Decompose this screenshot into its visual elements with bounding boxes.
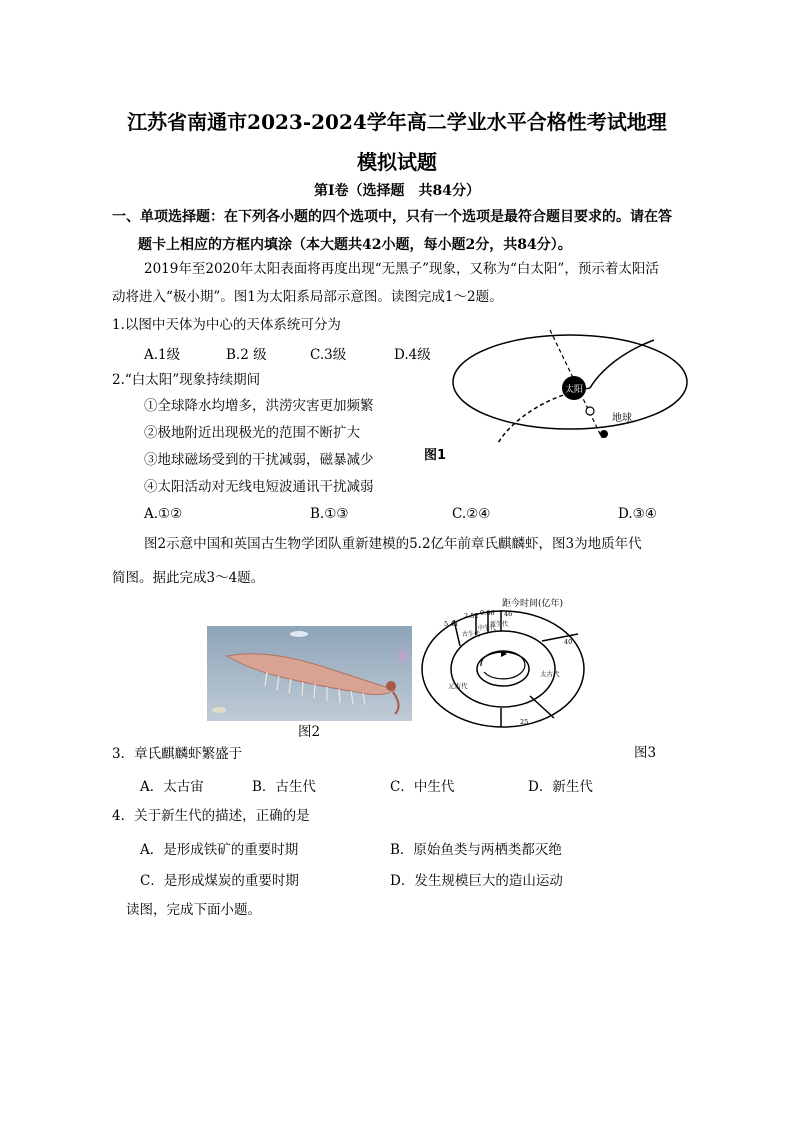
q1-option-d[interactable]: D.4级 — [394, 347, 431, 363]
tick-5-41: 5.41 — [444, 620, 459, 628]
intro2-line1: 图2示意中国和英国古生物学团队重新建模的5.2亿年前章氏麒麟虾，图3为地质年代 — [144, 536, 642, 552]
earth-icon — [600, 430, 608, 438]
q3-option-b[interactable]: B．古生代 — [252, 779, 316, 795]
tick-40: 40 — [564, 638, 573, 646]
q2-item-3: ③地球磁场受到的干扰减弱，磁暴减少 — [144, 452, 374, 468]
q2-item-4: ④太阳活动对无线电短波通讯干扰减弱 — [144, 479, 374, 495]
q1-stem: 1.以图中天体为中心的天体系统可分为 — [112, 317, 341, 333]
q3-stem: 3．章氏麒麟虾繁盛于 — [112, 746, 243, 762]
era-paleozoic: 古生代 — [462, 631, 481, 638]
section1-heading-line2: 题卡上相应的方框内填涂（本大题共42小题，每小题2分，共84分）。 — [138, 237, 572, 253]
section1-heading-line1: 一、单项选择题：在下列各小题的四个选项中，只有一个选项是最符合题目要求的。请在答 — [112, 209, 672, 225]
tick-2-52: 2.52 — [464, 612, 479, 620]
figure-3-header: 距今时间(亿年) — [502, 599, 564, 609]
q2-option-a[interactable]: A.①② — [144, 506, 183, 522]
earth-label: 地球 — [612, 413, 632, 424]
figure-3-geologic-ring — [418, 606, 588, 732]
q3-option-d[interactable]: D．新生代 — [528, 779, 593, 795]
q4-option-b[interactable]: B．原始鱼类与两栖类都灭绝 — [390, 842, 562, 858]
q3-option-c[interactable]: C．中生代 — [390, 779, 455, 795]
q2-option-d[interactable]: D.③④ — [618, 506, 657, 522]
closing-instruction: 读图，完成下面小题。 — [126, 902, 261, 918]
doc-title-line1: 江苏省南通市2023-2024学年高二学业水平合格性考试地理 — [127, 110, 667, 134]
figure-1-label: 图1 — [424, 448, 447, 463]
q4-option-d[interactable]: D．发生规模巨大的造山运动 — [390, 873, 563, 889]
q2-item-2: ②极地附近出现极光的范围不断扩大 — [144, 425, 360, 441]
figure-2-label: 图2 — [298, 724, 321, 740]
era-archean: 太古代 — [540, 670, 560, 678]
q2-option-c[interactable]: C.②④ — [452, 506, 491, 522]
tick-25: 25 — [520, 718, 529, 726]
q4-option-c[interactable]: C．是形成煤炭的重要时期 — [140, 873, 299, 889]
q1-option-a[interactable]: A.1级 — [144, 347, 181, 363]
q4-stem: 4．关于新生代的描述，正确的是 — [112, 808, 310, 824]
era-mesozoic: 中生代 — [478, 625, 497, 632]
tick-46: 46 — [504, 610, 513, 618]
doc-title-line2: 模拟试题 — [357, 150, 437, 174]
q3-option-a[interactable]: A．太古宙 — [140, 779, 204, 795]
era-proterozoic: 元古代 — [448, 682, 468, 690]
figure-3-label: 图3 — [634, 745, 657, 761]
intro1-line1: 2019年至2020年太阳表面将再度出现“无黑子”现象，又称为“白太阳”，预示着太阳活 — [144, 261, 659, 277]
sun-label: 太阳 — [564, 385, 584, 395]
era-cenozoic: 新生代 — [490, 621, 509, 628]
q1-option-b[interactable]: B.2 级 — [226, 347, 267, 363]
q1-option-c[interactable]: C.3级 — [310, 347, 347, 363]
q4-option-a[interactable]: A．是形成铁矿的重要时期 — [140, 842, 299, 858]
figure-1-solar-system — [440, 318, 710, 458]
tick-0-66: 0.66 — [480, 609, 495, 617]
intro1-line2: 动将进入“极小期”。图1为太阳系局部示意图。读图完成1～2题。 — [112, 289, 503, 305]
figure-2-image — [207, 626, 412, 721]
q2-option-b[interactable]: B.①③ — [310, 506, 349, 522]
q2-stem: 2.“白太阳”现象持续期间 — [112, 372, 261, 388]
intro2-line2: 简图。据此完成3～4题。 — [112, 570, 265, 586]
part1-title: 第Ⅰ卷（选择题 共84分） — [313, 183, 481, 199]
q2-item-1: ①全球降水均增多，洪涝灾害更加频繁 — [144, 398, 374, 414]
